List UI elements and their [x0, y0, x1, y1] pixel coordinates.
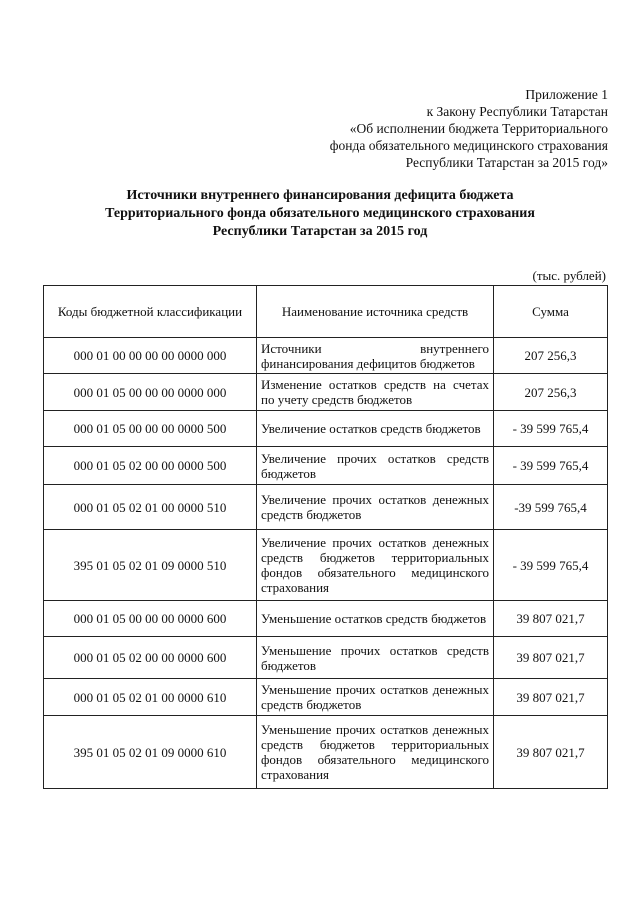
row-code: 000 01 05 02 00 00 0000 600 [44, 637, 257, 679]
row-sum: 39 807 021,7 [494, 679, 608, 716]
table-row [44, 679, 608, 716]
row-code: 000 01 05 02 01 00 0000 610 [44, 679, 257, 716]
row-name: Увеличение остатков средств бюджетов [257, 411, 494, 447]
sources-table [43, 285, 608, 789]
units-label: (тыс. рублей) [532, 268, 606, 283]
table-row [44, 411, 608, 447]
title-line: Территориального фонда обязательного медицинского страхования [105, 206, 535, 221]
row-name: Уменьшение прочих остатков средств бюджетов [257, 637, 494, 679]
row-name: Увеличение прочих остатков денежных средств бюджетов территориальных фондов обязательного медицинского страхования [257, 530, 494, 601]
appendix-line: фонда обязательного медицинского страхования [329, 138, 608, 153]
row-code: 395 01 05 02 01 09 0000 610 [44, 716, 257, 789]
row-code: 395 01 05 02 01 09 0000 510 [44, 530, 257, 601]
row-code: 000 01 00 00 00 00 0000 000 [44, 338, 257, 374]
row-name: Изменение остатков средств на счетах по учету средств бюджетов [257, 374, 494, 411]
row-name: Уменьшение прочих остатков денежных средств бюджетов территориальных фондов обязательного медицинского страхования [257, 716, 494, 789]
title-line: Источники внутреннего финансирования дефицита бюджета [126, 188, 514, 203]
row-code: 000 01 05 02 01 00 0000 510 [44, 485, 257, 530]
table-row [44, 530, 608, 601]
table-row [44, 637, 608, 679]
row-sum: - 39 599 765,4 [494, 447, 608, 485]
header-name: Наименование источника средств [257, 286, 494, 338]
row-sum: 207 256,3 [494, 338, 608, 374]
row-sum: -39 599 765,4 [494, 485, 608, 530]
appendix-note [330, 86, 608, 171]
row-name: Уменьшение прочих остатков денежных средств бюджетов [257, 679, 494, 716]
row-sum: 39 807 021,7 [494, 637, 608, 679]
document-title [0, 187, 640, 241]
row-name: Увеличение прочих остатков денежных средств бюджетов [257, 485, 494, 530]
table-row [44, 447, 608, 485]
table-row [44, 601, 608, 637]
row-sum: 39 807 021,7 [494, 716, 608, 789]
table-row [44, 716, 608, 789]
row-sum: 39 807 021,7 [494, 601, 608, 637]
table-header-row [44, 286, 608, 338]
row-name: Увеличение прочих остатков средств бюджетов [257, 447, 494, 485]
row-sum: - 39 599 765,4 [494, 411, 608, 447]
table-row [44, 485, 608, 530]
appendix-line: Республики Татарстан за 2015 год» [405, 155, 608, 170]
appendix-line: «Об исполнении бюджета Территориального [349, 121, 608, 136]
row-name: Источники внутреннего финансирования дефицитов бюджетов [257, 338, 494, 374]
row-sum: - 39 599 765,4 [494, 530, 608, 601]
title-line: Республики Татарстан за 2015 год [212, 224, 428, 239]
table-row [44, 338, 608, 374]
table-row [44, 374, 608, 411]
row-sum: 207 256,3 [494, 374, 608, 411]
header-sum: Сумма [494, 286, 608, 338]
header-code: Коды бюджетной классификации [44, 286, 257, 338]
row-code: 000 01 05 00 00 00 0000 500 [44, 411, 257, 447]
row-code: 000 01 05 00 00 00 0000 000 [44, 374, 257, 411]
row-code: 000 01 05 02 00 00 0000 500 [44, 447, 257, 485]
appendix-line: к Закону Республики Татарстан [426, 104, 608, 119]
appendix-line: Приложение 1 [525, 87, 608, 102]
row-name: Уменьшение остатков средств бюджетов [257, 601, 494, 637]
row-code: 000 01 05 00 00 00 0000 600 [44, 601, 257, 637]
